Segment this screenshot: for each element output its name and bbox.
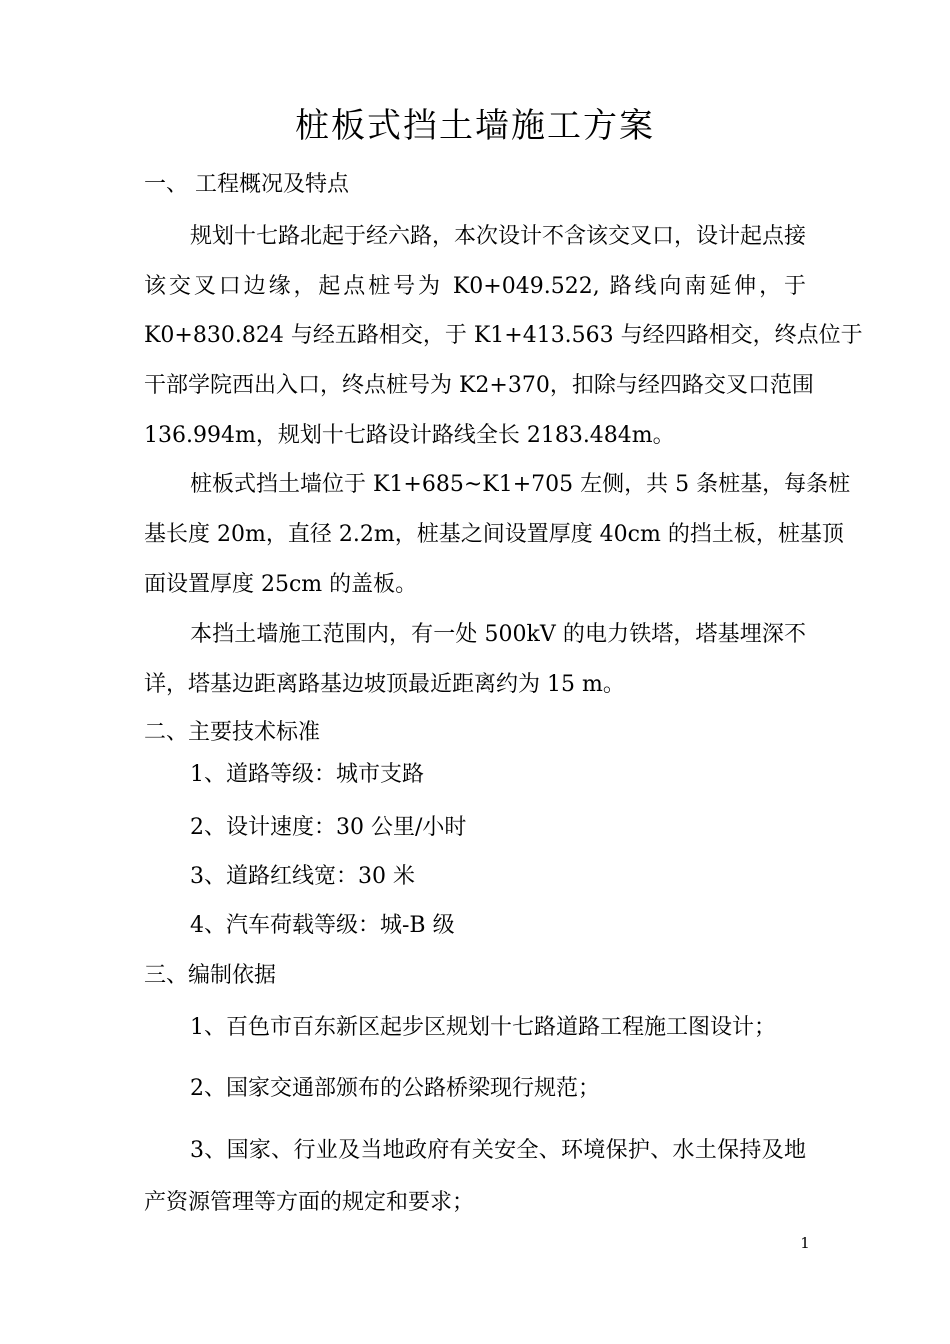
paragraph-line: 面设置厚度 25cm 的盖板。 [144, 572, 418, 597]
section-heading-standards: 二、主要技术标准 [144, 720, 321, 745]
list-item: 1、道路等级：城市支路 [190, 762, 424, 787]
list-item: 1、百色市百东新区起步区规划十七路道路工程施工图设计； [190, 1015, 776, 1040]
paragraph-line: 桩板式挡土墙位于 K1+685~K1+705 左侧，共 5 条桩基，每条桩 [190, 472, 851, 497]
section-heading-overview: 一、 工程概况及特点 [144, 172, 349, 197]
paragraph-line: 本挡土墙施工范围内，有一处 500kV 的电力铁塔，塔基埋深不 [190, 622, 806, 647]
list-item: 4、汽车荷载等级：城-B 级 [190, 913, 455, 938]
document-title: 桩板式挡土墙施工方案 [295, 106, 655, 146]
paragraph-line: K0+830.824 与经五路相交，于 K1+413.563 与经四路相交，终点位于 [144, 323, 863, 348]
page-number: 1 [800, 1234, 810, 1252]
list-item-continuation: 产资源管理等方面的规定和要求； [144, 1190, 475, 1215]
paragraph-line: 规划十七路北起于经六路，本次设计不含该交叉口，设计起点接 [190, 224, 807, 249]
section-heading-basis: 三、编制依据 [144, 963, 277, 988]
paragraph-line: 该交叉口边缘，起点桩号为 K0+049.522, 路线向南延伸，于 [144, 274, 806, 299]
list-item: 3、国家、行业及当地政府有关安全、环境保护、水土保持及地 [190, 1138, 806, 1163]
paragraph-line: 基长度 20m，直径 2.2m，桩基之间设置厚度 40cm 的挡土板，桩基顶 [144, 522, 844, 547]
list-item: 2、设计速度：30 公里/小时 [190, 815, 467, 840]
list-item: 2、国家交通部颁布的公路桥梁现行规范； [190, 1076, 600, 1101]
paragraph-line: 136.994m，规划十七路设计路线全长 2183.484m。 [144, 423, 675, 448]
paragraph-line: 干部学院西出入口，终点桩号为 K2+370，扣除与经四路交叉口范围 [144, 373, 814, 398]
list-item: 3、道路红线宽：30 米 [190, 864, 415, 889]
paragraph-line: 详，塔基边距离路基边坡顶最近距离约为 15 m。 [144, 672, 625, 697]
